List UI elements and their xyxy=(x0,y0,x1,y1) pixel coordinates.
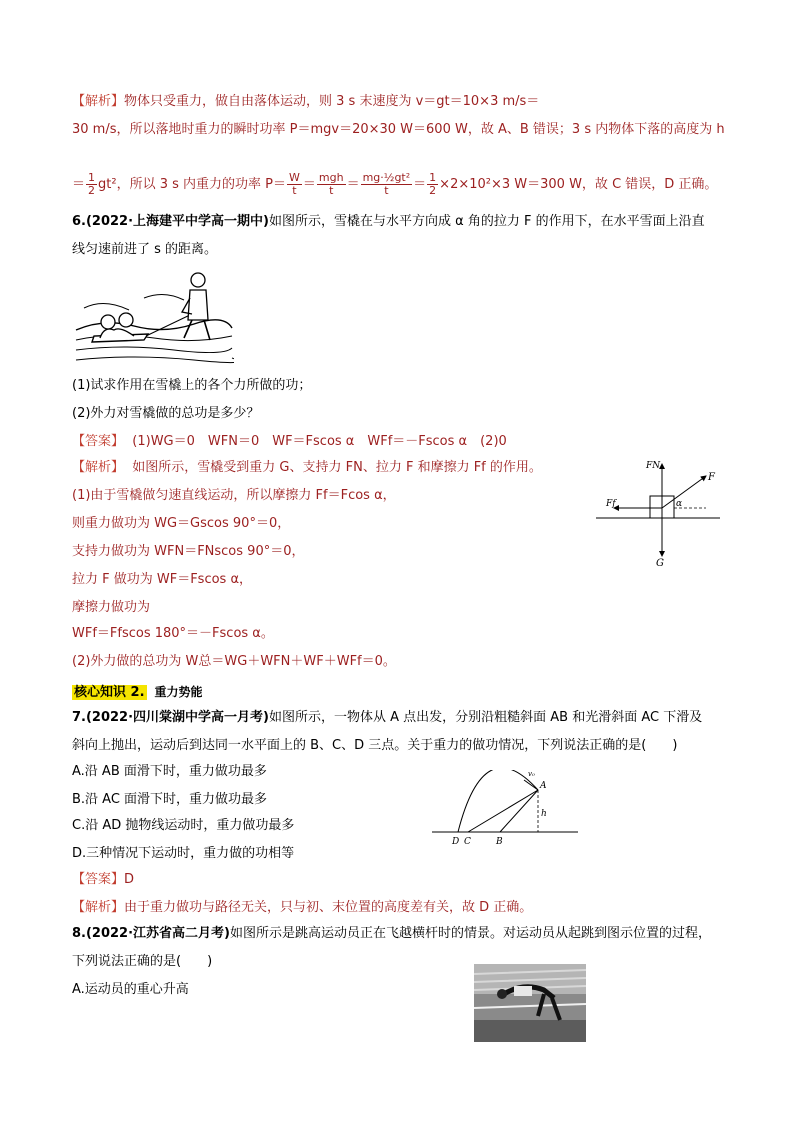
label-b: B xyxy=(496,837,503,847)
q6-analysis-p2: 则重力做功为 WG＝Gscos 90°＝0， xyxy=(72,516,291,531)
q7-line-1: 7.(2022·四川棠湖中学高一月考)如图所示，一物体从 A 点出发，分别沿粗糙斜面 AB 和光滑斜面 AC 下滑及 xyxy=(72,710,703,725)
q6-sub-2: (2)外力对雪橇做的总功是多少？ xyxy=(72,406,260,421)
label-ff: Ff xyxy=(606,499,616,509)
q7-line-2: 斜向上抛出，运动后到达同一水平面上的 B、C、D 三点。关于重力的做功情况，下列说法正确的是( ) xyxy=(72,738,678,753)
q7-option-a: A.沿 AB 面滑下时，重力做功最多 xyxy=(72,764,267,779)
q7-option-d: D.三种情况下运动时，重力做的功相等 xyxy=(72,846,295,861)
label-v0: v₀ xyxy=(528,770,535,778)
analysis-line-3: ＝ $\frac{1}{2}$ gt²，所以 3 s 内重力的功率 P＝ $\frac{W}{t}$ ＝ $\frac{\text{mgh}}{t}$ ＝ $\frac{\text{mg·½gt²}}{t}$ ＝ $\frac{1}{2}$ ×2×10²×3 W＝300 W，故 C 错误，D 正确。 xyxy=(72,171,718,197)
q7-option-b: B.沿 AC 面滑下时，重力做功最多 xyxy=(72,792,268,807)
q6-analysis-p6: WFf＝Ffscos 180°＝－Fscos α。 xyxy=(72,626,274,641)
q6-line-1: 6.(2022·上海建平中学高一期中)如图所示，雪橇在与水平方向成 α 角的拉力 F 的作用下，在水平雪面上沿直 xyxy=(72,214,705,229)
section-header xyxy=(72,682,203,703)
section-title: 重力势能 xyxy=(154,685,203,699)
label-c: C xyxy=(464,837,471,847)
label-f: F xyxy=(708,472,715,483)
q8-line-2: 下列说法正确的是( ) xyxy=(72,954,213,969)
q6-analysis-p1: (1)由于雪橇做匀速直线运动，所以摩擦力 Ff＝Fcos α， xyxy=(72,488,396,503)
force-diagram xyxy=(596,456,726,568)
high-jump-photo xyxy=(474,964,586,1042)
label-alpha: α xyxy=(676,499,683,509)
label-g: G xyxy=(656,558,664,568)
q6-line-2: 线匀速前进了 s 的距离。 xyxy=(72,242,218,257)
q6-sub-1: (1)试求作用在雪橇上的各个力所做的功； xyxy=(72,378,312,393)
q7-option-c: C.沿 AD 抛物线运动时，重力做功最多 xyxy=(72,818,295,833)
label-a: A xyxy=(540,781,547,791)
q6-analysis-intro: 【解析】 如图所示，雪橇受到重力 G、支持力 FN、拉力 F 和摩擦力 Ff 的作用。 xyxy=(72,460,542,475)
analysis-line-2: 30 m/s，所以落地时重力的瞬时功率 P＝mgv＝20×30 W＝600 W，故 A、B 错误；3 s 内物体下落的高度为 h xyxy=(72,122,725,137)
q6-analysis-p5: 摩擦力做功为 xyxy=(72,600,151,615)
label-d: D xyxy=(452,837,460,847)
q6-analysis-p3: 支持力做功为 WFN＝FNscos 90°＝0， xyxy=(72,544,305,559)
q8-option-a: A.运动员的重心升高 xyxy=(72,982,189,997)
sled-illustration xyxy=(74,268,234,368)
section-label: 核心知识 2. xyxy=(74,685,145,700)
q6-analysis-p4: 拉力 F 做功为 WF＝Fscos α， xyxy=(72,572,253,587)
label-h: h xyxy=(541,809,547,819)
q6-analysis-p7: (2)外力做的总功为 W总＝WG＋WFN＋WF＋WFf＝0。 xyxy=(72,654,396,669)
incline-diagram xyxy=(428,770,580,850)
q6-answer: 【答案】 (1)WG＝0 WFN＝0 WF＝Fscos α WFf＝－Fscos α (2)0 xyxy=(72,434,507,449)
q7-answer: 【答案】D xyxy=(72,872,135,887)
q7-analysis: 【解析】由于重力做功与路径无关，只与初、末位置的高度差有关，故 D 正确。 xyxy=(72,900,533,915)
q8-line-1: 8.(2022·江苏省高二月考)如图所示是跳高运动员正在飞越横杆时的情景。对运动员从起跳到图示位置的过程， xyxy=(72,926,712,941)
analysis-line-1: 【解析】物体只受重力，做自由落体运动，则 3 s 末速度为 v＝gt＝10×3 m/s＝ xyxy=(72,94,540,109)
label-fn: FN xyxy=(646,461,661,471)
